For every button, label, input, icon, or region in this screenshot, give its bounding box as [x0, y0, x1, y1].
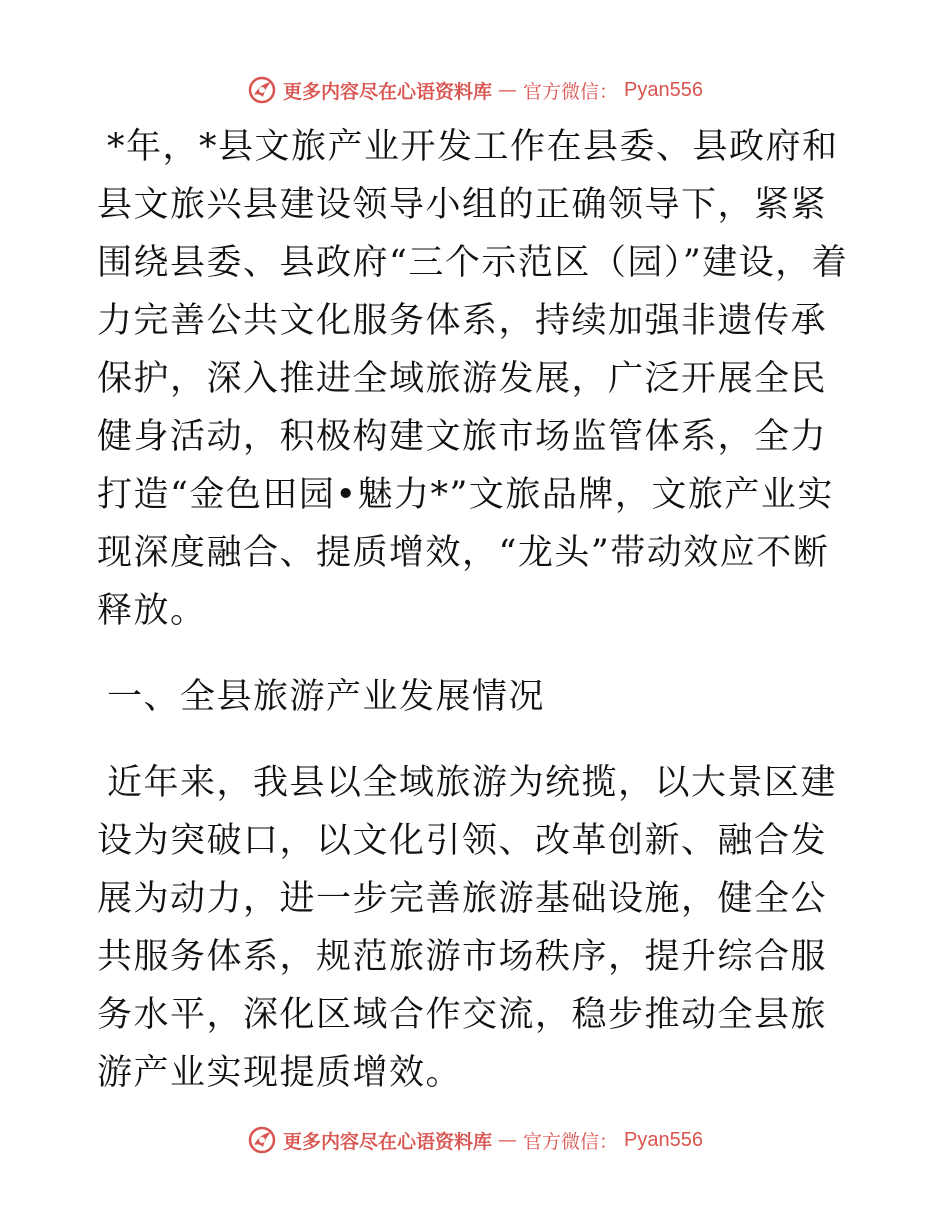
banner-separator: — [498, 79, 518, 101]
footer-watermark-banner [0, 1120, 950, 1160]
banner-text: 更多内容尽在心语资料库 [283, 80, 493, 103]
banner-wechat-label: 官方微信： [523, 80, 619, 103]
section-paragraph: 近年来，我县以全域旅游为统揽，以大景区建设为突破口，以文化引领、改革创新、融合发展为动力，进一步完善旅游基础设施，健全公共服务体系，规范旅游市场秩序，提升综合服务水平，深化区域合作交流，稳步推动全县旅游产业实现提质增效。 [97, 763, 838, 1093]
banner-text: 更多内容尽在心语资料库 [283, 1130, 493, 1153]
brand-logo-icon [247, 1125, 277, 1155]
header-watermark-banner [0, 70, 950, 110]
document-body [97, 118, 857, 1102]
banner-wechat-label: 官方微信： [523, 1130, 619, 1153]
brand-logo-icon [247, 75, 277, 105]
intro-paragraph: *年，*县文旅产业开发工作在县委、县政府和县文旅兴县建设领导小组的正确领导下，紧紧围绕县委、县政府“三个示范区（园）”建设，着力完善公共文化服务体系，持续加强非遗传承保护，深入推进全域旅游发展，广泛开展全民健身活动，积极构建文旅市场监管体系，全力打造“金色田园•魅力*”文旅品牌，文旅产业实现深度融合、提质增效，“龙头”带动效应不断释放。 [97, 127, 849, 631]
banner-separator: — [498, 1129, 518, 1151]
section-heading: 一、全县旅游产业发展情况 [107, 677, 546, 717]
banner-wechat-id: Pyan556 [624, 78, 703, 101]
banner-wechat-id: Pyan556 [624, 1128, 703, 1151]
